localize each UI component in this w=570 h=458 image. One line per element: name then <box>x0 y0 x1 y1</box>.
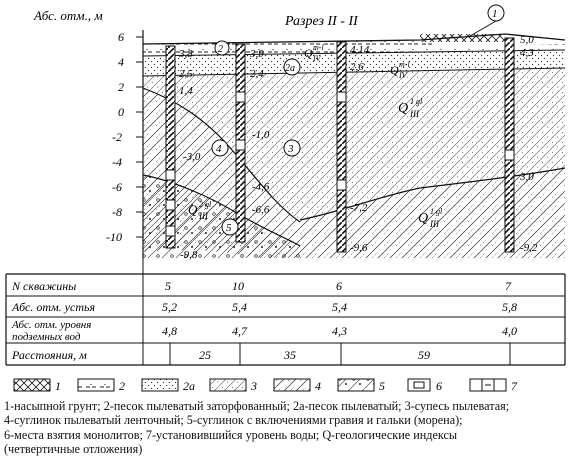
depth-label: -3,0 <box>183 151 201 163</box>
svg-text:1 gl: 1 gl <box>430 207 443 216</box>
axis-ticks <box>136 37 143 237</box>
svg-text:Q: Q <box>304 46 313 60</box>
svg-text:Q: Q <box>418 211 429 226</box>
well-mouth: 5,4 <box>232 300 247 314</box>
depth-label: -6,6 <box>252 204 270 216</box>
depth-label: 1,4 <box>179 85 193 97</box>
layer-marker-3 <box>284 140 300 156</box>
tick-label: 2 <box>118 80 124 94</box>
well-number: 6 <box>336 279 342 293</box>
svg-text:2а: 2а <box>285 63 295 74</box>
caption-line: 4-суглинок пылеватый ленточный; 5-суглинок с включениями гравия и гальки (морена); <box>4 413 463 428</box>
legend-caption <box>4 399 566 457</box>
depth-label: 2,5 <box>179 68 193 80</box>
tick-label: 4 <box>118 55 124 69</box>
caption-line: 6-места взятия монолитов; 7-установившийся уровень воды; Q-геологические индексы <box>4 427 458 442</box>
tick-label: -4 <box>112 155 122 169</box>
svg-text:III: III <box>199 211 208 221</box>
svg-text:m-l: m-l <box>313 43 324 52</box>
distance: 25 <box>199 348 211 362</box>
distance: 59 <box>418 348 430 362</box>
distance: 35 <box>284 348 296 362</box>
svg-text:III: III <box>430 219 439 229</box>
svg-text:6: 6 <box>436 379 442 393</box>
svg-text:4: 4 <box>216 143 222 155</box>
svg-text:1: 1 <box>492 8 498 20</box>
legend <box>0 375 570 397</box>
well-water: 4,0 <box>502 324 517 338</box>
well-mouth: 5,4 <box>332 300 347 314</box>
svg-text:m-l: m-l <box>399 60 410 69</box>
svg-text:2: 2 <box>218 44 223 55</box>
depth-label: -1,0 <box>252 129 270 141</box>
depth-label: 3,8 <box>179 48 193 60</box>
axis-label: Абс. отм., м <box>34 8 103 23</box>
svg-text:Q: Q <box>188 202 198 217</box>
svg-text:7: 7 <box>511 379 517 393</box>
svg-text:IV: IV <box>313 54 321 63</box>
svg-text:III: III <box>410 109 419 119</box>
caption-line: 1-насыпной грунт; 2-песок пылеватый заторфованный; 2а-песок пылеватый; 3-супесь пылеватая; <box>4 399 510 413</box>
svg-text:5: 5 <box>379 379 385 393</box>
depth-label: 3,0 <box>520 171 534 183</box>
layer-marker-2a <box>284 59 300 75</box>
depth-label: -9,2 <box>520 242 538 254</box>
layer-marker-1 <box>470 5 504 36</box>
depth-label: -9,6 <box>350 242 368 254</box>
depth-label: -9,8 <box>180 249 198 261</box>
depth-label: 2,6 <box>350 61 364 73</box>
layer-marker-2 <box>215 41 229 55</box>
well-number: 10 <box>232 279 244 293</box>
svg-text:1: 1 <box>55 379 61 393</box>
well-water: 4,8 <box>162 324 177 338</box>
depth-label: 4,14 <box>350 44 370 56</box>
tick-label: -6 <box>112 180 122 194</box>
depth-label: 2,4 <box>250 68 264 80</box>
table-row-label: N скважины <box>12 279 77 293</box>
svg-text:2а: 2а <box>183 379 195 393</box>
svg-text:1 gl: 1 gl <box>410 97 423 106</box>
svg-text:3: 3 <box>288 143 294 155</box>
borehole-10 <box>236 44 245 242</box>
svg-text:Q: Q <box>398 101 409 116</box>
tick-label: 0 <box>118 105 124 119</box>
svg-text:Q: Q <box>390 63 399 77</box>
svg-text:IV: IV <box>399 71 407 80</box>
table-row-label: Абс. отм. уровня <box>12 319 92 331</box>
section-title: Разрез II - II <box>285 14 358 29</box>
caption-line: (четвертичные отложения) <box>4 442 143 457</box>
tick-label: -8 <box>112 205 122 219</box>
svg-text:5: 5 <box>226 222 232 234</box>
depth-label: 3,9 <box>250 48 264 60</box>
borehole-7 <box>505 38 514 252</box>
svg-text:2 gl: 2 gl <box>199 200 212 209</box>
svg-text:4: 4 <box>315 379 321 393</box>
table-row-label: подземных вод <box>12 331 81 343</box>
depth-label: -7,2 <box>350 202 368 214</box>
well-water: 4,3 <box>332 324 347 338</box>
depth-label: 4,3 <box>520 47 534 59</box>
well-mouth: 5,2 <box>162 300 177 314</box>
tick-label: -10 <box>106 230 122 244</box>
well-number: 5 <box>165 279 171 293</box>
tick-label: -2 <box>112 130 122 144</box>
layer-marker-4 <box>212 140 228 156</box>
table-row-label: Расстояния, м <box>12 348 87 362</box>
table-row-label: Абс. отм. устья <box>12 300 96 314</box>
borehole-6 <box>337 42 346 252</box>
tick-label: 6 <box>118 30 124 44</box>
well-mouth: 5,8 <box>502 300 517 314</box>
borehole-5 <box>166 46 175 248</box>
depth-label: 5,0 <box>520 34 534 46</box>
svg-text:3: 3 <box>251 379 257 393</box>
well-number: 7 <box>505 279 511 293</box>
well-water: 4,7 <box>232 324 247 338</box>
svg-text:2: 2 <box>119 379 125 393</box>
layer-marker-5 <box>222 219 238 235</box>
depth-label: -4,6 <box>252 181 270 193</box>
